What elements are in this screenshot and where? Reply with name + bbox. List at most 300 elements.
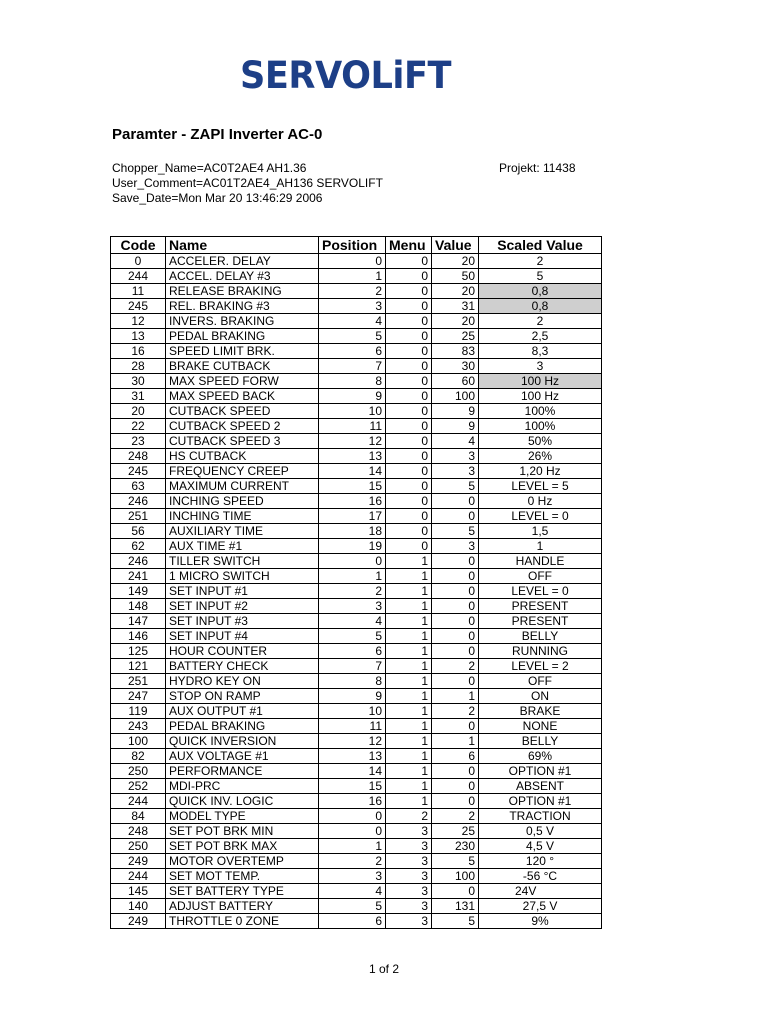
cell-position: 3 bbox=[319, 869, 386, 884]
column-header-name: Name bbox=[166, 237, 319, 254]
cell-name: AUXILIARY TIME bbox=[166, 524, 319, 539]
table-row bbox=[111, 359, 602, 374]
table-row bbox=[111, 449, 602, 464]
cell-scaled-value: BRAKE bbox=[479, 704, 602, 719]
cell-menu: 1 bbox=[386, 734, 432, 749]
cell-code: 16 bbox=[111, 344, 166, 359]
table-row bbox=[111, 869, 602, 884]
cell-code: 248 bbox=[111, 449, 166, 464]
cell-code: 145 bbox=[111, 884, 166, 899]
cell-position: 6 bbox=[319, 344, 386, 359]
servolift-logo: SERVOLiFT bbox=[240, 54, 452, 97]
cell-menu: 3 bbox=[386, 899, 432, 914]
cell-menu: 0 bbox=[386, 284, 432, 299]
cell-position: 14 bbox=[319, 764, 386, 779]
cell-scaled-value: 0,5 V bbox=[479, 824, 602, 839]
cell-value: 5 bbox=[432, 524, 479, 539]
cell-menu: 0 bbox=[386, 434, 432, 449]
cell-name: RELEASE BRAKING bbox=[166, 284, 319, 299]
cell-value: 0 bbox=[432, 629, 479, 644]
cell-position: 9 bbox=[319, 389, 386, 404]
cell-name: SET INPUT #2 bbox=[166, 599, 319, 614]
cell-menu: 0 bbox=[386, 269, 432, 284]
table-row bbox=[111, 884, 602, 899]
cell-code: 82 bbox=[111, 749, 166, 764]
cell-scaled-value: LEVEL = 0 bbox=[479, 584, 602, 599]
table-row bbox=[111, 779, 602, 794]
cell-name: CUTBACK SPEED 2 bbox=[166, 419, 319, 434]
cell-name: PEDAL BRAKING bbox=[166, 329, 319, 344]
cell-value: 5 bbox=[432, 914, 479, 929]
cell-code: 250 bbox=[111, 839, 166, 854]
cell-code: 125 bbox=[111, 644, 166, 659]
cell-menu: 0 bbox=[386, 359, 432, 374]
cell-menu: 2 bbox=[386, 809, 432, 824]
cell-position: 4 bbox=[319, 884, 386, 899]
cell-menu: 3 bbox=[386, 824, 432, 839]
cell-value: 2 bbox=[432, 659, 479, 674]
cell-position: 15 bbox=[319, 479, 386, 494]
parameter-table bbox=[110, 236, 602, 929]
table-row bbox=[111, 644, 602, 659]
cell-value: 31 bbox=[432, 299, 479, 314]
parameter-table-body bbox=[111, 254, 602, 929]
cell-scaled-value: 5 bbox=[479, 269, 602, 284]
cell-scaled-value: 24V bbox=[479, 884, 602, 899]
cell-value: 2 bbox=[432, 704, 479, 719]
cell-value: 3 bbox=[432, 539, 479, 554]
cell-menu: 0 bbox=[386, 404, 432, 419]
cell-menu: 1 bbox=[386, 779, 432, 794]
cell-menu: 3 bbox=[386, 839, 432, 854]
cell-position: 14 bbox=[319, 464, 386, 479]
cell-value: 0 bbox=[432, 584, 479, 599]
cell-code: 252 bbox=[111, 779, 166, 794]
cell-menu: 1 bbox=[386, 614, 432, 629]
table-row bbox=[111, 554, 602, 569]
table-row bbox=[111, 629, 602, 644]
cell-position: 3 bbox=[319, 599, 386, 614]
table-row bbox=[111, 344, 602, 359]
cell-position: 2 bbox=[319, 584, 386, 599]
projekt-number: Projekt: 11438 bbox=[499, 161, 576, 175]
table-row bbox=[111, 734, 602, 749]
cell-position: 2 bbox=[319, 854, 386, 869]
cell-name: PEDAL BRAKING bbox=[166, 719, 319, 734]
cell-position: 5 bbox=[319, 329, 386, 344]
cell-value: 0 bbox=[432, 494, 479, 509]
cell-code: 249 bbox=[111, 854, 166, 869]
cell-scaled-value: ON bbox=[479, 689, 602, 704]
cell-scaled-value: 100 Hz bbox=[479, 389, 602, 404]
cell-name: HYDRO KEY ON bbox=[166, 674, 319, 689]
cell-value: 3 bbox=[432, 449, 479, 464]
save-date: Save_Date=Mon Mar 20 13:46:29 2006 bbox=[112, 191, 323, 205]
cell-menu: 1 bbox=[386, 704, 432, 719]
cell-position: 12 bbox=[319, 734, 386, 749]
cell-value: 0 bbox=[432, 614, 479, 629]
cell-code: 62 bbox=[111, 539, 166, 554]
table-row bbox=[111, 254, 602, 269]
table-row bbox=[111, 749, 602, 764]
cell-code: 119 bbox=[111, 704, 166, 719]
cell-code: 140 bbox=[111, 899, 166, 914]
cell-name: MDI-PRC bbox=[166, 779, 319, 794]
cell-name: MAX SPEED BACK bbox=[166, 389, 319, 404]
table-row bbox=[111, 419, 602, 434]
cell-name: SPEED LIMIT BRK. bbox=[166, 344, 319, 359]
cell-code: 250 bbox=[111, 764, 166, 779]
cell-scaled-value: PRESENT bbox=[479, 599, 602, 614]
cell-value: 131 bbox=[432, 899, 479, 914]
cell-scaled-value: 0,8 bbox=[479, 299, 602, 314]
cell-menu: 1 bbox=[386, 659, 432, 674]
cell-value: 0 bbox=[432, 509, 479, 524]
cell-menu: 3 bbox=[386, 914, 432, 929]
cell-scaled-value: OFF bbox=[479, 569, 602, 584]
cell-code: 149 bbox=[111, 584, 166, 599]
cell-scaled-value: 100 Hz bbox=[479, 374, 602, 389]
cell-scaled-value: 1 bbox=[479, 539, 602, 554]
cell-code: 0 bbox=[111, 254, 166, 269]
cell-value: 50 bbox=[432, 269, 479, 284]
cell-value: 20 bbox=[432, 254, 479, 269]
cell-position: 6 bbox=[319, 644, 386, 659]
cell-name: QUICK INVERSION bbox=[166, 734, 319, 749]
cell-scaled-value: 9% bbox=[479, 914, 602, 929]
cell-value: 9 bbox=[432, 404, 479, 419]
cell-name: FREQUENCY CREEP bbox=[166, 464, 319, 479]
cell-code: 241 bbox=[111, 569, 166, 584]
cell-code: 12 bbox=[111, 314, 166, 329]
chopper-name: Chopper_Name=AC0T2AE4 AH1.36 bbox=[112, 161, 307, 175]
cell-code: 249 bbox=[111, 914, 166, 929]
cell-position: 13 bbox=[319, 449, 386, 464]
cell-scaled-value: -56 °C bbox=[479, 869, 602, 884]
cell-code: 247 bbox=[111, 689, 166, 704]
cell-menu: 1 bbox=[386, 554, 432, 569]
cell-menu: 0 bbox=[386, 509, 432, 524]
cell-value: 60 bbox=[432, 374, 479, 389]
cell-scaled-value: 50% bbox=[479, 434, 602, 449]
cell-code: 30 bbox=[111, 374, 166, 389]
cell-position: 11 bbox=[319, 419, 386, 434]
cell-code: 20 bbox=[111, 404, 166, 419]
cell-name: 1 MICRO SWITCH bbox=[166, 569, 319, 584]
cell-code: 147 bbox=[111, 614, 166, 629]
cell-name: ACCEL. DELAY #3 bbox=[166, 269, 319, 284]
cell-code: 84 bbox=[111, 809, 166, 824]
cell-code: 244 bbox=[111, 794, 166, 809]
cell-name: SET POT BRK MIN bbox=[166, 824, 319, 839]
cell-code: 100 bbox=[111, 734, 166, 749]
cell-position: 7 bbox=[319, 659, 386, 674]
table-row bbox=[111, 524, 602, 539]
cell-code: 121 bbox=[111, 659, 166, 674]
table-row bbox=[111, 854, 602, 869]
table-header-row bbox=[111, 237, 602, 254]
cell-position: 16 bbox=[319, 494, 386, 509]
cell-code: 63 bbox=[111, 479, 166, 494]
cell-menu: 0 bbox=[386, 374, 432, 389]
cell-name: BRAKE CUTBACK bbox=[166, 359, 319, 374]
cell-code: 245 bbox=[111, 299, 166, 314]
cell-value: 0 bbox=[432, 779, 479, 794]
table-row bbox=[111, 464, 602, 479]
cell-menu: 1 bbox=[386, 749, 432, 764]
cell-name: ACCELER. DELAY bbox=[166, 254, 319, 269]
table-row bbox=[111, 899, 602, 914]
cell-value: 25 bbox=[432, 824, 479, 839]
cell-name: QUICK INV. LOGIC bbox=[166, 794, 319, 809]
cell-menu: 0 bbox=[386, 344, 432, 359]
cell-value: 0 bbox=[432, 599, 479, 614]
table-row bbox=[111, 764, 602, 779]
cell-value: 0 bbox=[432, 719, 479, 734]
column-header-position: Position bbox=[319, 237, 386, 254]
cell-value: 30 bbox=[432, 359, 479, 374]
cell-menu: 0 bbox=[386, 314, 432, 329]
cell-menu: 0 bbox=[386, 479, 432, 494]
cell-scaled-value: 2 bbox=[479, 314, 602, 329]
cell-scaled-value: OFF bbox=[479, 674, 602, 689]
cell-code: 56 bbox=[111, 524, 166, 539]
cell-code: 31 bbox=[111, 389, 166, 404]
cell-name: SET INPUT #4 bbox=[166, 629, 319, 644]
table-row bbox=[111, 479, 602, 494]
cell-name: CUTBACK SPEED bbox=[166, 404, 319, 419]
cell-position: 0 bbox=[319, 809, 386, 824]
cell-value: 1 bbox=[432, 689, 479, 704]
cell-name: MAX SPEED FORW bbox=[166, 374, 319, 389]
table-row bbox=[111, 689, 602, 704]
cell-position: 5 bbox=[319, 899, 386, 914]
cell-name: ADJUST BATTERY bbox=[166, 899, 319, 914]
cell-name: MODEL TYPE bbox=[166, 809, 319, 824]
cell-position: 8 bbox=[319, 674, 386, 689]
cell-scaled-value: OPTION #1 bbox=[479, 794, 602, 809]
cell-code: 243 bbox=[111, 719, 166, 734]
cell-value: 5 bbox=[432, 479, 479, 494]
cell-scaled-value: 69% bbox=[479, 749, 602, 764]
cell-scaled-value: 8,3 bbox=[479, 344, 602, 359]
cell-value: 100 bbox=[432, 389, 479, 404]
cell-scaled-value: LEVEL = 5 bbox=[479, 479, 602, 494]
cell-code: 11 bbox=[111, 284, 166, 299]
cell-code: 23 bbox=[111, 434, 166, 449]
cell-position: 0 bbox=[319, 824, 386, 839]
cell-code: 13 bbox=[111, 329, 166, 344]
cell-position: 4 bbox=[319, 614, 386, 629]
cell-code: 251 bbox=[111, 509, 166, 524]
cell-code: 245 bbox=[111, 464, 166, 479]
cell-scaled-value: ABSENT bbox=[479, 779, 602, 794]
cell-position: 10 bbox=[319, 704, 386, 719]
table-row bbox=[111, 299, 602, 314]
cell-menu: 3 bbox=[386, 869, 432, 884]
cell-value: 0 bbox=[432, 644, 479, 659]
cell-menu: 3 bbox=[386, 854, 432, 869]
cell-value: 0 bbox=[432, 764, 479, 779]
table-row bbox=[111, 404, 602, 419]
cell-scaled-value: 100% bbox=[479, 419, 602, 434]
cell-position: 0 bbox=[319, 554, 386, 569]
cell-scaled-value: RUNNING bbox=[479, 644, 602, 659]
cell-position: 18 bbox=[319, 524, 386, 539]
table-row bbox=[111, 509, 602, 524]
cell-menu: 1 bbox=[386, 629, 432, 644]
cell-menu: 1 bbox=[386, 689, 432, 704]
cell-menu: 1 bbox=[386, 674, 432, 689]
table-row bbox=[111, 719, 602, 734]
cell-menu: 0 bbox=[386, 539, 432, 554]
cell-code: 244 bbox=[111, 869, 166, 884]
cell-value: 2 bbox=[432, 809, 479, 824]
table-row bbox=[111, 494, 602, 509]
cell-menu: 0 bbox=[386, 419, 432, 434]
cell-position: 19 bbox=[319, 539, 386, 554]
cell-position: 1 bbox=[319, 269, 386, 284]
cell-scaled-value: NONE bbox=[479, 719, 602, 734]
cell-position: 8 bbox=[319, 374, 386, 389]
column-header-value: Value bbox=[432, 237, 479, 254]
cell-value: 0 bbox=[432, 554, 479, 569]
cell-name: AUX VOLTAGE #1 bbox=[166, 749, 319, 764]
cell-position: 13 bbox=[319, 749, 386, 764]
cell-menu: 0 bbox=[386, 329, 432, 344]
table-row bbox=[111, 584, 602, 599]
cell-position: 7 bbox=[319, 359, 386, 374]
cell-menu: 0 bbox=[386, 494, 432, 509]
cell-position: 3 bbox=[319, 299, 386, 314]
cell-code: 248 bbox=[111, 824, 166, 839]
cell-name: THROTTLE 0 ZONE bbox=[166, 914, 319, 929]
page-number: 1 of 2 bbox=[368, 962, 400, 976]
cell-name: CUTBACK SPEED 3 bbox=[166, 434, 319, 449]
cell-name: TILLER SWITCH bbox=[166, 554, 319, 569]
table-row bbox=[111, 569, 602, 584]
cell-name: PERFORMANCE bbox=[166, 764, 319, 779]
table-row bbox=[111, 374, 602, 389]
cell-scaled-value: 2 bbox=[479, 254, 602, 269]
cell-position: 12 bbox=[319, 434, 386, 449]
cell-menu: 0 bbox=[386, 464, 432, 479]
cell-name: SET MOT TEMP. bbox=[166, 869, 319, 884]
cell-code: 246 bbox=[111, 554, 166, 569]
cell-menu: 0 bbox=[386, 299, 432, 314]
table-row bbox=[111, 599, 602, 614]
cell-scaled-value: 0 Hz bbox=[479, 494, 602, 509]
table-row bbox=[111, 329, 602, 344]
table-row bbox=[111, 659, 602, 674]
cell-scaled-value: 100% bbox=[479, 404, 602, 419]
page-title: Paramter - ZAPI Inverter AC-0 bbox=[112, 126, 323, 143]
cell-value: 83 bbox=[432, 344, 479, 359]
cell-position: 6 bbox=[319, 914, 386, 929]
table-row bbox=[111, 704, 602, 719]
cell-position: 1 bbox=[319, 839, 386, 854]
cell-name: HS CUTBACK bbox=[166, 449, 319, 464]
cell-menu: 1 bbox=[386, 584, 432, 599]
cell-name: INCHING SPEED bbox=[166, 494, 319, 509]
table-row bbox=[111, 674, 602, 689]
cell-scaled-value: 0,8 bbox=[479, 284, 602, 299]
cell-menu: 0 bbox=[386, 389, 432, 404]
table-row bbox=[111, 914, 602, 929]
cell-scaled-value: 26% bbox=[479, 449, 602, 464]
cell-position: 2 bbox=[319, 284, 386, 299]
cell-position: 17 bbox=[319, 509, 386, 524]
cell-position: 9 bbox=[319, 689, 386, 704]
cell-scaled-value: PRESENT bbox=[479, 614, 602, 629]
cell-value: 25 bbox=[432, 329, 479, 344]
table-row bbox=[111, 614, 602, 629]
cell-value: 100 bbox=[432, 869, 479, 884]
cell-value: 0 bbox=[432, 794, 479, 809]
cell-name: SET BATTERY TYPE bbox=[166, 884, 319, 899]
cell-value: 4 bbox=[432, 434, 479, 449]
table-row bbox=[111, 824, 602, 839]
cell-position: 0 bbox=[319, 254, 386, 269]
cell-scaled-value: BELLY bbox=[479, 734, 602, 749]
cell-menu: 1 bbox=[386, 794, 432, 809]
cell-menu: 1 bbox=[386, 719, 432, 734]
column-header-menu: Menu bbox=[386, 237, 432, 254]
cell-value: 3 bbox=[432, 464, 479, 479]
table-row bbox=[111, 389, 602, 404]
table-row bbox=[111, 314, 602, 329]
table-row bbox=[111, 839, 602, 854]
column-header-scaled-value: Scaled Value bbox=[479, 237, 602, 254]
cell-position: 1 bbox=[319, 569, 386, 584]
cell-name: SET POT BRK MAX bbox=[166, 839, 319, 854]
cell-scaled-value: 3 bbox=[479, 359, 602, 374]
table-row bbox=[111, 284, 602, 299]
cell-menu: 1 bbox=[386, 599, 432, 614]
cell-code: 146 bbox=[111, 629, 166, 644]
cell-code: 246 bbox=[111, 494, 166, 509]
cell-name: INVERS. BRAKING bbox=[166, 314, 319, 329]
cell-code: 244 bbox=[111, 269, 166, 284]
cell-value: 0 bbox=[432, 674, 479, 689]
cell-name: STOP ON RAMP bbox=[166, 689, 319, 704]
cell-name: AUX OUTPUT #1 bbox=[166, 704, 319, 719]
cell-name: SET INPUT #3 bbox=[166, 614, 319, 629]
cell-position: 5 bbox=[319, 629, 386, 644]
table-row bbox=[111, 539, 602, 554]
cell-scaled-value: 27,5 V bbox=[479, 899, 602, 914]
cell-menu: 1 bbox=[386, 569, 432, 584]
cell-code: 251 bbox=[111, 674, 166, 689]
column-header-code: Code bbox=[111, 237, 166, 254]
cell-value: 0 bbox=[432, 569, 479, 584]
cell-value: 20 bbox=[432, 284, 479, 299]
cell-scaled-value: 1,20 Hz bbox=[479, 464, 602, 479]
cell-name: BATTERY CHECK bbox=[166, 659, 319, 674]
cell-name: AUX TIME #1 bbox=[166, 539, 319, 554]
cell-scaled-value: OPTION #1 bbox=[479, 764, 602, 779]
table-row bbox=[111, 809, 602, 824]
cell-name: HOUR COUNTER bbox=[166, 644, 319, 659]
cell-position: 16 bbox=[319, 794, 386, 809]
cell-scaled-value: 120 ° bbox=[479, 854, 602, 869]
cell-menu: 0 bbox=[386, 449, 432, 464]
cell-name: MAXIMUM CURRENT bbox=[166, 479, 319, 494]
cell-name: SET INPUT #1 bbox=[166, 584, 319, 599]
user-comment: User_Comment=AC01T2AE4_AH136 SERVOLIFT bbox=[112, 176, 383, 190]
cell-code: 28 bbox=[111, 359, 166, 374]
cell-scaled-value: LEVEL = 2 bbox=[479, 659, 602, 674]
